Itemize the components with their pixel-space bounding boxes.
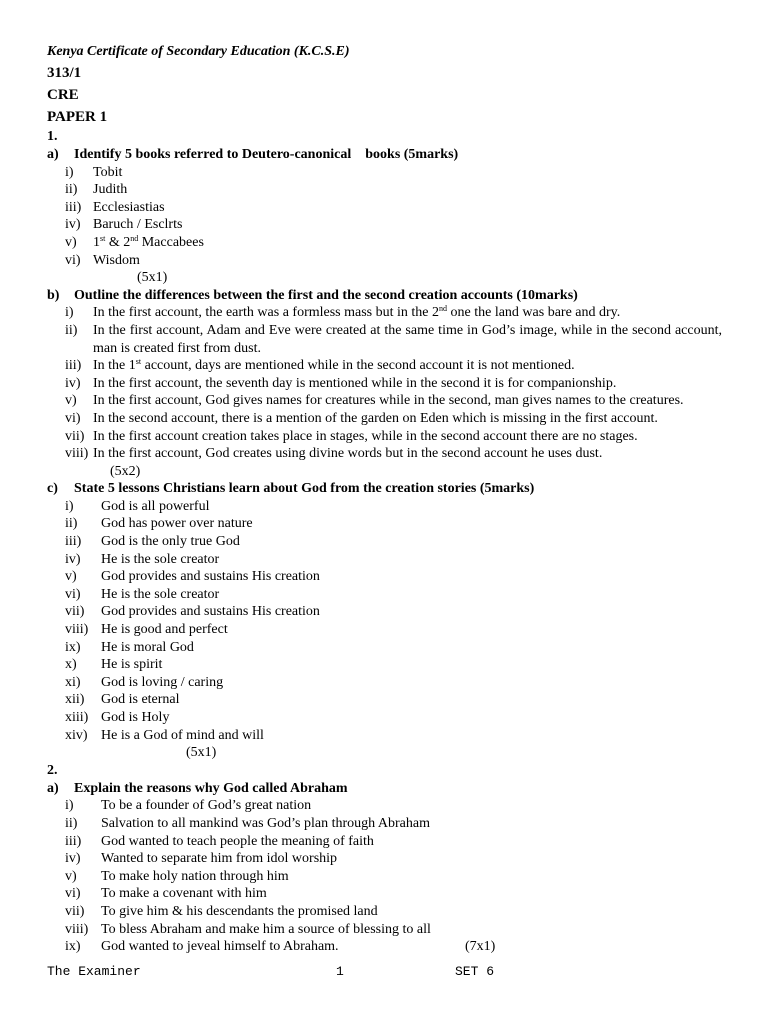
list-item [47,850,722,868]
list-item [47,515,722,533]
item-text: In the first account, God creates using divine words but in the second account he uses dust. [93,446,603,462]
item-number: vi) [65,886,81,902]
list-item [47,885,722,903]
item-text: God wanted to teach people the meaning of faith [101,833,374,849]
item-text: Wanted to separate him from idol worship [101,851,338,867]
question-label: a) [47,780,59,796]
answer-list-1b [47,304,722,462]
footer-set: SET 6 [455,964,495,979]
item-text [93,234,722,252]
item-text: To bless Abraham and make him a source of blessing to all [101,921,431,937]
list-item [47,603,722,621]
list-item [47,428,722,446]
list-item [47,357,722,375]
item-text: God is the only true God [101,534,240,550]
list-item [47,621,722,639]
item-text: In the first account creation takes place in stages, while in the second account there are no stages. [93,428,638,444]
list-item [47,639,722,657]
item-text: Baruch / Esclrts [93,217,183,233]
item-text: To make a covenant with him [101,886,267,902]
list-item [47,252,722,270]
text-part: account, days are mentioned while in the second account it is not mentioned. [141,358,575,374]
item-number: xiii) [65,710,89,725]
list-item [47,551,722,569]
item-text: God is Holy [101,710,170,725]
answer-list-1c [47,498,722,744]
marks-allocation: (5x2) [110,463,141,479]
item-number: ix) [65,939,81,955]
question-text: Outline the differences between the first and the second creation accounts (10marks) [74,287,578,303]
list-item [47,199,722,217]
item-number: vi) [65,586,81,602]
list-item [47,797,722,815]
list-item [47,322,722,357]
question-text: State 5 lessons Christians learn about God from the creation stories (5marks) [74,481,535,497]
item-number: v) [65,868,77,884]
question-1c [47,480,722,498]
item-text: In the first account, God gives names for creatures while in the second, man gives names to the creatures. [93,393,684,409]
item-text: God provides and sustains His creation [101,604,320,620]
marks-allocation: (5x1) [186,745,217,761]
list-item [47,709,722,727]
list-item [47,868,722,886]
list-item [47,815,722,833]
list-item [47,216,722,234]
item-text: To make holy nation through him [101,868,289,884]
question-2-number: 2. [47,762,58,778]
marks-allocation: (7x1) [465,939,496,955]
item-number: v) [65,393,77,409]
item-number: viii) [65,921,89,937]
list-item [47,674,722,692]
item-text: God is all powerful [101,498,210,514]
text-part: In the first account, the earth was a formless mass but in the 2 [93,305,440,321]
list-item [47,921,722,939]
item-number: iii) [65,199,82,215]
marks-allocation: (5x1) [137,270,168,286]
item-number: vi) [65,410,81,426]
item-number: xii) [65,692,85,708]
item-number: ii) [65,516,78,532]
paper-number: PAPER 1 [47,109,108,125]
item-number: xi) [65,674,81,690]
item-text: He is the sole creator [101,551,220,567]
item-text: He is a God of mind and will [101,727,264,743]
item-text: He is the sole creator [101,586,220,602]
subject: CRE [47,87,79,103]
item-number: ii) [65,815,78,831]
item-number: v) [65,569,77,585]
list-item [47,234,722,252]
item-number: vii) [65,903,85,919]
footer-page-number: 1 [336,964,344,979]
question-label: c) [47,481,58,497]
list-item [47,392,722,410]
item-number: xiv) [65,727,88,743]
item-number: iv) [65,851,81,867]
list-item [47,375,722,393]
text-part: & 2 [105,234,131,250]
item-number: i) [65,305,74,321]
list-item [47,656,722,674]
question-1b [47,287,722,305]
question-label: a) [47,147,59,162]
item-number: iii) [65,358,82,374]
item-number: x) [65,657,77,673]
item-text: To give him & his descendants the promised land [101,903,378,919]
item-text: In the first account, the seventh day is mentioned while in the second it is for companionship. [93,375,617,391]
item-text: To be a founder of God’s great nation [101,798,312,814]
question-1-number: 1. [47,129,58,144]
list-item [47,445,722,463]
item-text: God provides and sustains His creation [101,569,320,585]
item-number: viii) [65,446,89,462]
item-number: ix) [65,639,81,655]
item-text: God is loving / caring [101,674,224,690]
list-item [47,727,722,745]
item-number: viii) [65,622,89,638]
item-number: vi) [65,252,81,268]
item-number: v) [65,234,77,250]
superscript: st [135,357,142,367]
item-text-body: God wanted to jeveal himself to Abraham. [101,939,339,955]
item-text: Salvation to all mankind was God’s plan through Abraham [101,815,430,831]
text-part: Maccabees [138,234,204,250]
item-text: Tobit [93,164,123,180]
item-number: i) [65,164,74,180]
item-number: iv) [65,217,81,233]
item-number: i) [65,498,74,514]
item-number: iv) [65,551,81,567]
item-text [93,357,722,375]
item-text: He is spirit [101,657,163,673]
exam-title: Kenya Certificate of Secondary Education (K.C.S.E) [47,44,350,59]
item-number: iii) [65,534,82,550]
item-number: i) [65,798,74,814]
list-item [47,164,722,182]
item-text: Ecclesiastias [93,199,165,215]
item-number: vii) [65,604,85,620]
footer-publisher: The Examiner [47,964,141,979]
document-page [47,42,722,956]
superscript: st [100,233,106,243]
text-part: 1 [93,234,100,250]
item-text [101,938,722,956]
question-text: Explain the reasons why God called Abraham [74,780,348,796]
item-text: In the first account, Adam and Eve were created at the same time in God’s image, while in the second account, man is created first from dust. [93,322,722,356]
item-text: God is eternal [101,692,180,708]
item-number: ii) [65,322,78,338]
text-part: one the land was bare and dry. [447,305,621,321]
item-number: iv) [65,375,81,391]
item-text: He is moral God [101,639,194,655]
item-number: ii) [65,182,78,198]
item-number: iii) [65,833,82,849]
list-item [47,181,722,199]
item-text [93,304,722,322]
question-label: b) [47,287,60,303]
superscript: nd [130,233,139,243]
list-item [47,903,722,921]
list-item [47,304,722,322]
list-item [47,586,722,604]
list-item [47,498,722,516]
item-text: Judith [93,182,128,198]
item-text: He is good and perfect [101,622,228,638]
list-item [47,568,722,586]
item-text: In the second account, there is a mention of the garden on Eden which is missing in the first account. [93,410,658,426]
list-item [47,938,722,956]
item-text: God has power over nature [101,516,253,532]
superscript: nd [439,304,448,314]
list-item [47,410,722,428]
list-item [47,691,722,709]
question-1a [47,146,722,164]
question-text: Identify 5 books referred to Deutero-canonical books (5marks) [74,147,459,162]
list-item [47,833,722,851]
page-footer [47,964,507,982]
item-text: Wisdom [93,252,140,268]
answer-list-1a [47,164,722,270]
question-2a [47,780,722,798]
list-item [47,533,722,551]
paper-code: 313/1 [47,65,82,81]
text-part: In the 1 [93,358,136,374]
item-number: vii) [65,428,85,444]
answer-list-2a [47,797,722,955]
